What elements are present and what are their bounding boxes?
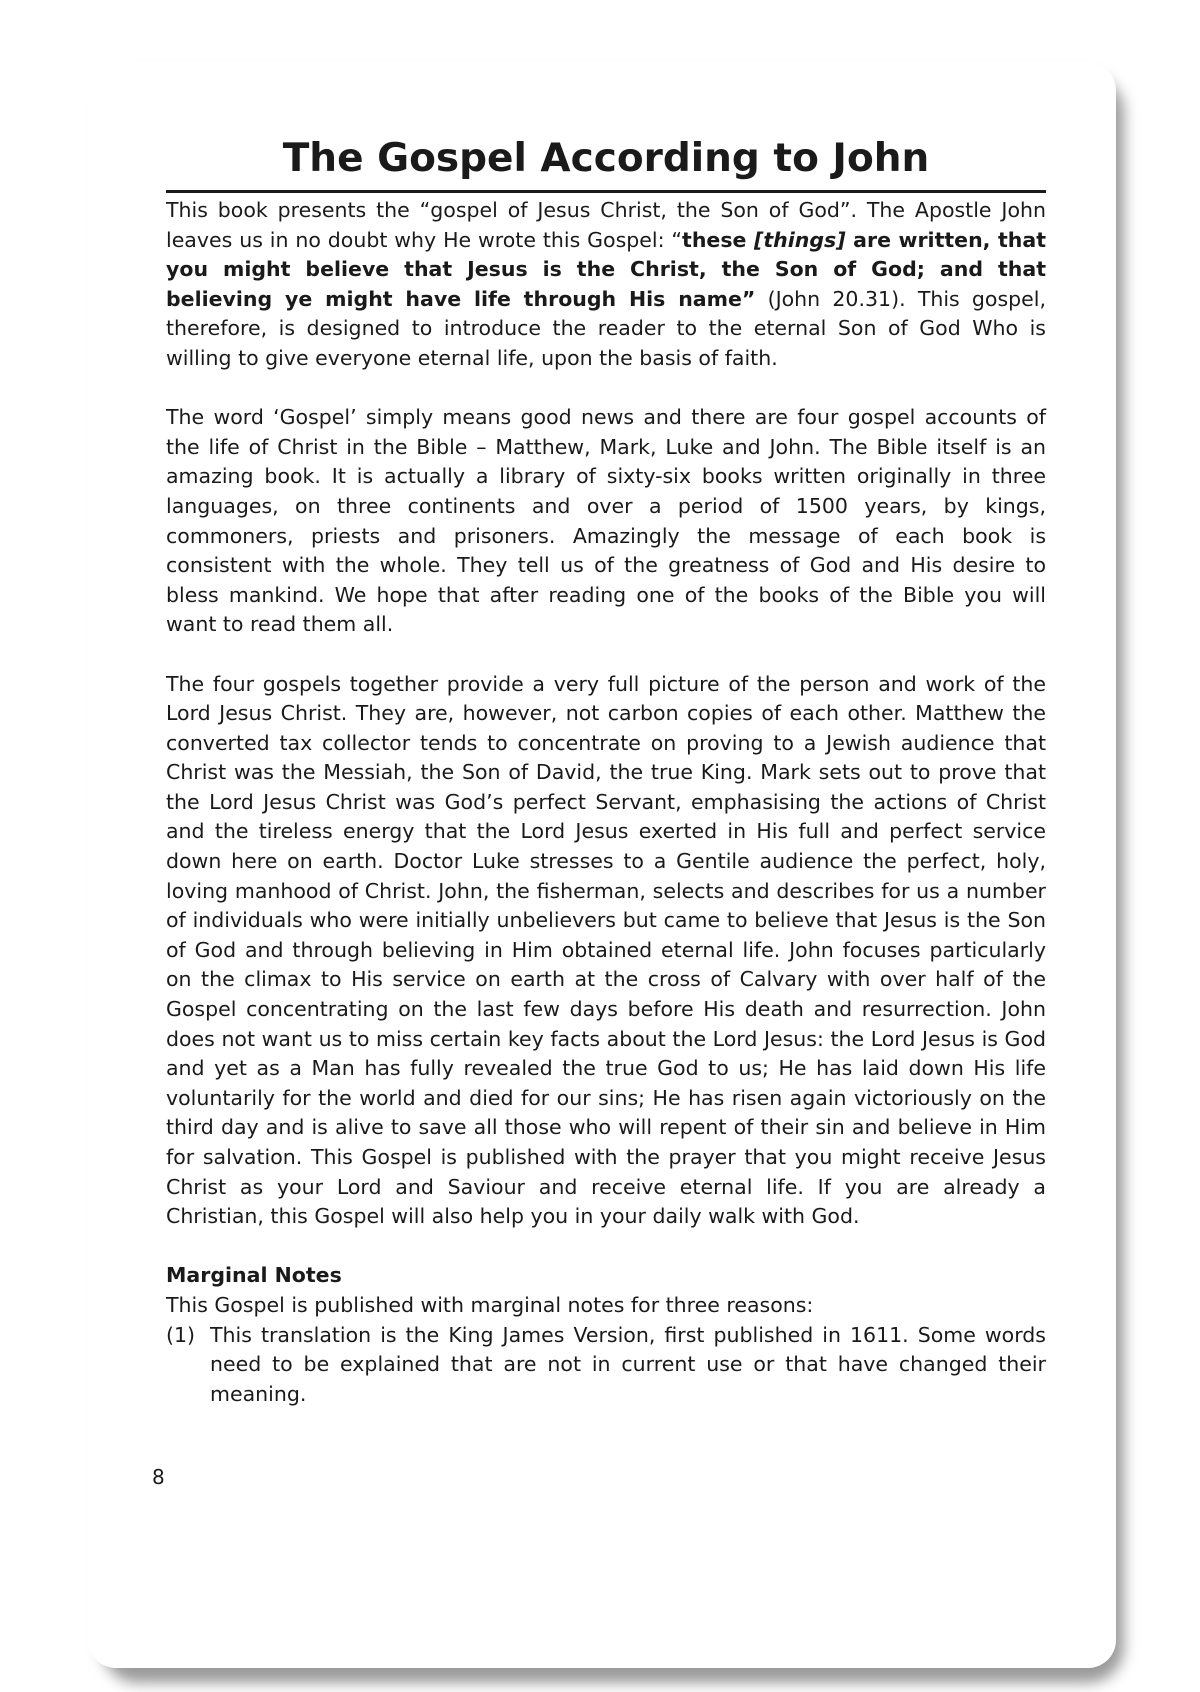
list-item-number: (1) bbox=[166, 1322, 196, 1347]
marginal-notes-lead: This Gospel is published with marginal notes for three reasons: bbox=[166, 1292, 814, 1317]
page-title: The Gospel According to John bbox=[282, 136, 930, 181]
scripture-reference: (John 20.31). bbox=[755, 286, 906, 311]
page-number: 8 bbox=[152, 1465, 165, 1489]
book-page bbox=[88, 62, 1116, 1668]
intro-paragraph-1 bbox=[166, 196, 1046, 374]
page-body bbox=[166, 196, 1046, 1409]
list-item bbox=[166, 1321, 1046, 1410]
intro-p1-start: This book presents the “gospel of Jesus Christ, the Son of God”. The Apostle John leaves us in no doubt why He wrote this Gospel: “ bbox=[166, 198, 1046, 252]
quote-bold-b: are written, that you might believe that Jesus is the Christ, the Son of God; and that believing ye might have life through His name” bbox=[166, 227, 1047, 311]
quote-italic-things: [things] bbox=[753, 227, 846, 252]
title-underline bbox=[166, 190, 1046, 193]
quote-bold-a: these bbox=[682, 227, 754, 252]
intro-paragraph-3: The four gospels together provide a very full picture of the person and work of the Lord Jesus Christ. They are, however, not carbon copies of each other. Matthew the converted tax collector tends to concentrate on proving to a Jewish audience that Christ was the Messiah, the Son of David, the true King. Mark sets out to prove that the Lord Jesus Christ was God’s perfect Servant, emphasising the actions of Christ and the tireless energy that the Lord Jesus exerted in His full and perfect service down here on earth. Doctor Luke stresses to a Gentile audience the perfect, holy, loving manhood of Christ. John, the fisherman, selects and describes for us a number of individuals who were initially unbelievers but came to believe that Jesus is the Son of God and through believing in Him obtained eternal life. John focuses particularly on the climax to His service on earth at the cross of Calvary with over half of the Gospel concentrating on the last few days before His death and resurrection. John does not want us to miss certain key facts about the Lord Jesus: the Lord Jesus is God and yet as a Man has fully revealed the true God to us; He has laid down His life voluntarily for the world and died for our sins; He has risen again victoriously on the third day and is alive to save all those who will repent of their sin and believe in Him for salvation. This Gospel is published with the prayer that you might receive Jesus Christ as your Lord and Saviour and receive eternal life. If you are already a Christian, this Gospel will also help you in your daily walk with God. bbox=[166, 671, 1046, 1229]
list-item-text: This translation is the King James Version, first published in 1611. Some words need to be explained that are not in current use or that have changed their meaning. bbox=[210, 1322, 1046, 1406]
intro-paragraph-2: The word ‘Gospel’ simply means good news and there are four gospel accounts of the life of Christ in the Bible – Matthew, Mark, Luke and John. The Bible itself is an amazing book. It is actually a library of sixty-six books written originally in three languages, on three continents and over a period of 1500 years, by kings, commoners, priests and prisoners. Amazingly the message of each book is consistent with the whole. They tell us of the greatness of God and His desire to bless mankind. We hope that after reading one of the books of the Bible you will want to read them all. bbox=[166, 405, 1046, 637]
intro-p1-end: This gospel, therefore, is designed to introduce the reader to the eternal Son of God Who is willing to give everyone eternal life, upon the basis of faith. bbox=[166, 286, 1046, 370]
marginal-notes-heading: Marginal Notes bbox=[166, 1263, 342, 1288]
